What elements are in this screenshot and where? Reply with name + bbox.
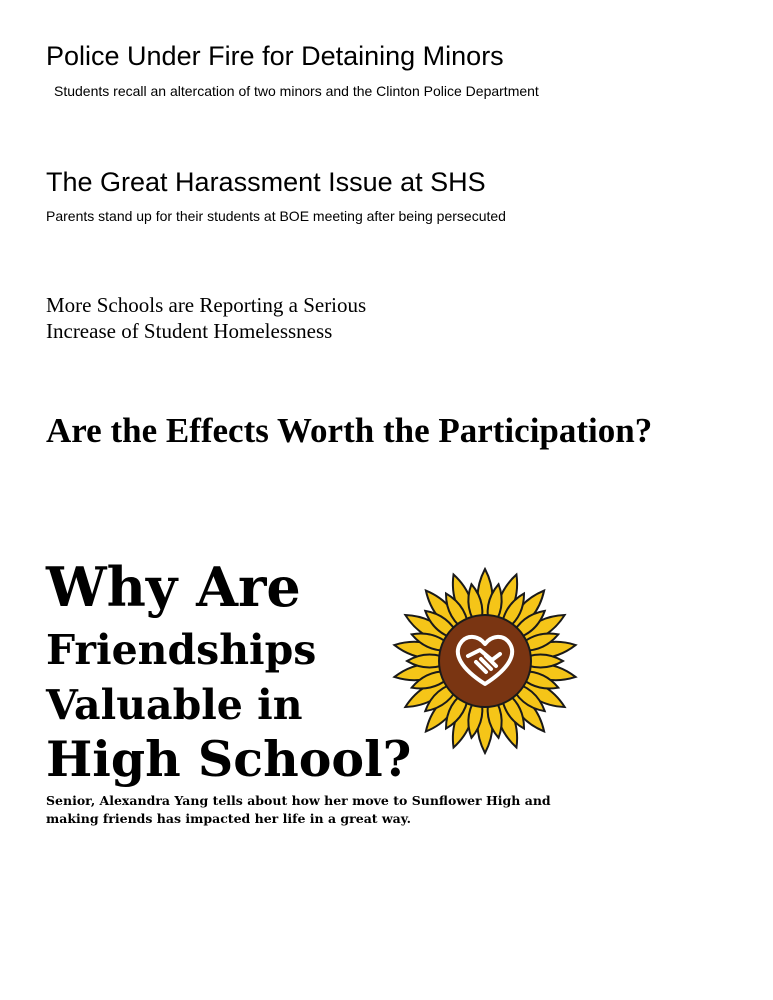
headline-homelessness-line2: Increase of Student Homelessness bbox=[46, 319, 333, 343]
sunflower-heart-handshake-icon bbox=[380, 556, 590, 766]
headline-effects: Are the Effects Worth the Participation? bbox=[46, 411, 653, 450]
headline-homelessness-line1: More Schools are Reporting a Serious bbox=[46, 293, 367, 317]
feature-title-line3: Valuable in bbox=[46, 681, 303, 729]
subheadline-police: Students recall an altercation of two minors and the Clinton Police Department bbox=[54, 83, 539, 99]
feature-title-line1: Why Are bbox=[46, 555, 301, 619]
headline-harassment: The Great Harassment Issue at SHS bbox=[46, 167, 486, 197]
subheadline-harassment: Parents stand up for their students at BOE meeting after being persecuted bbox=[46, 208, 506, 224]
headline-homelessness bbox=[46, 292, 366, 344]
feature-deck: Senior, Alexandra Yang tells about how her move to Sunflower High and making friends has impacted her life in a great way. bbox=[46, 793, 551, 826]
feature-title-line2: Friendships bbox=[46, 626, 317, 674]
headline-police: Police Under Fire for Detaining Minors bbox=[46, 41, 504, 71]
feature-title-line4: High School? bbox=[46, 730, 412, 788]
